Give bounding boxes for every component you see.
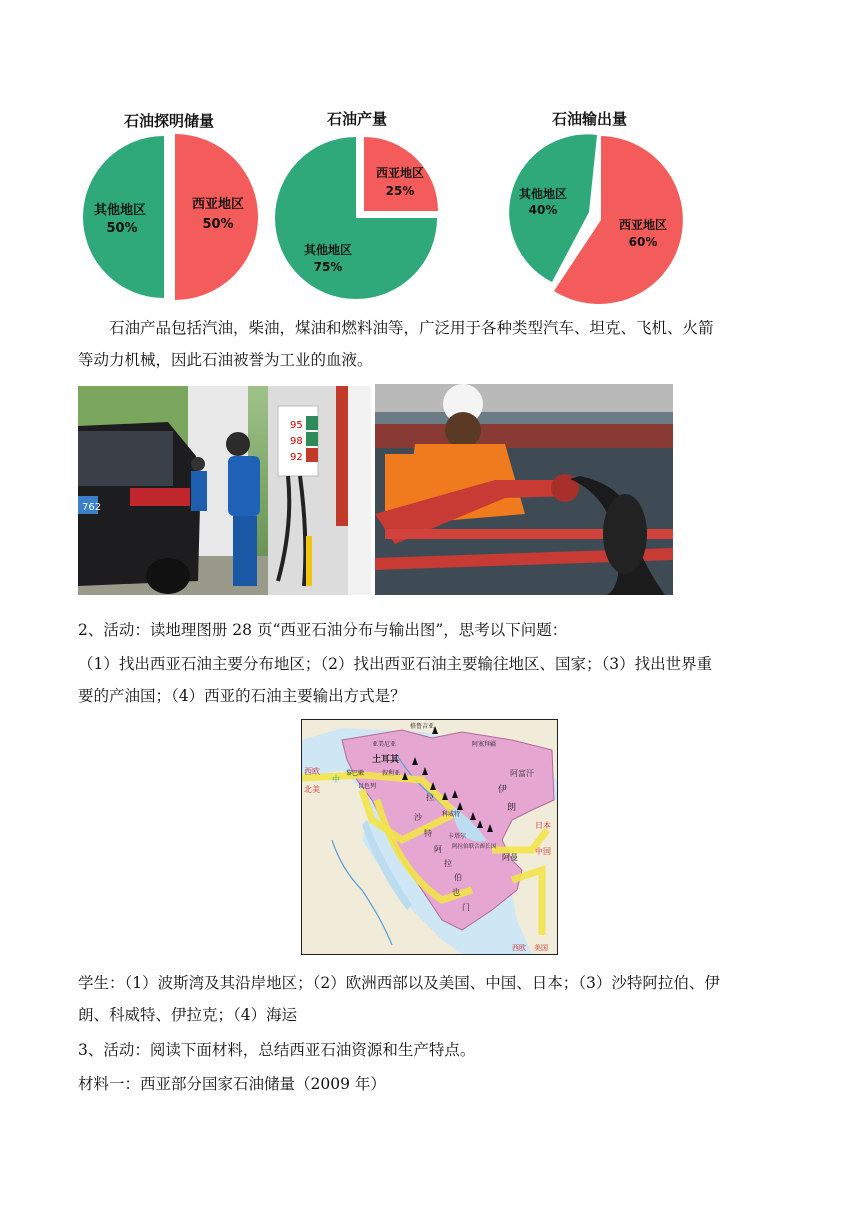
map-label: 阿 (434, 845, 442, 854)
map-label: 阿拉伯联合酋长国 (452, 844, 497, 850)
pie-title-exports: 石油输出量 (552, 110, 628, 128)
map-label: 阿富汗 (510, 769, 534, 778)
photo-oil-worker (375, 384, 673, 595)
pie-percent-other: 75% (313, 260, 343, 274)
activity-2-heading: 2、活动：读地理图册 28 页“西亚石油分布与输出图”，思考以下问题： (78, 621, 568, 639)
activity-2-questions (78, 648, 786, 712)
map-label: 格鲁吉亚 (410, 723, 435, 730)
map-label: 也 (452, 888, 460, 897)
map-illustration (302, 720, 557, 954)
pump-number-95: 95 (290, 420, 303, 431)
gas-station-illustration (78, 386, 371, 595)
plate-text: 762 (82, 502, 102, 513)
map-label: 阿塞拜疆 (472, 741, 497, 748)
map-label: 科威特 (442, 811, 461, 818)
map-label: 拉 (426, 793, 434, 802)
map-label: 阿曼 (502, 853, 518, 862)
pie-percent-west-asia: 60% (628, 235, 658, 249)
paragraph-line: 朗、科威特、伊拉克；（4）海运 (78, 1006, 298, 1024)
map-label: 西欧 (512, 944, 526, 952)
pie-label-other: 其他地区 (303, 243, 353, 257)
pie-title-reserves: 石油探明储量 (124, 112, 215, 130)
map-label: 日本 (535, 821, 551, 830)
paragraph-line: 石油产品包括汽油，柴油，煤油和燃料油等，广泛用于各种类型汽车、坦克、飞机、火箭 (109, 319, 714, 337)
pump-number-92: 92 (290, 452, 303, 463)
map-label: 拉 (444, 859, 452, 868)
map-label: 朗 (507, 803, 517, 813)
paragraph-line: 要的产油国；（4）西亚的石油主要输出方式是？ (78, 687, 406, 705)
map-label: 沙 (414, 813, 422, 822)
map-label: 中国 (535, 847, 551, 856)
paragraph-oil-products (78, 312, 786, 376)
oil-worker-illustration (375, 384, 673, 595)
map-label: 西欧 (304, 767, 320, 776)
map-label: 北美 (304, 785, 320, 794)
pie-chart-exports (503, 132, 693, 312)
map-label: 伯 (454, 873, 462, 882)
map-label: 亚美尼亚 (372, 741, 397, 748)
photo-gas-station (78, 386, 371, 595)
pie-title-production: 石油产量 (327, 110, 388, 128)
pie-label-other: 其他地区 (518, 187, 568, 201)
activity-3-heading: 3、活动：阅读下面材料，总结西亚石油资源和生产特点。 (78, 1041, 476, 1059)
pump-number-98: 98 (290, 436, 303, 447)
paragraph-line: 等动力机械，因此石油被誉为工业的血液。 (78, 351, 373, 369)
map-label: 土耳其 (372, 755, 400, 765)
paragraph-line: （1）找出西亚石油主要分布地区；（2）找出西亚石油主要输往地区、国家；（3）找出世界重 (78, 655, 713, 673)
pie-chart-production (270, 132, 450, 307)
map-label: 门 (462, 903, 470, 912)
material-1-heading: 材料一：西亚部分国家石油储量（2009 年） (78, 1075, 386, 1093)
paragraph-line: 学生：（1）波斯湾及其沿岸地区；（2）欧洲西部以及美国、中国、日本；（3）沙特阿拉伯、伊 (78, 974, 720, 992)
pie-percent-west-asia: 50% (202, 217, 234, 232)
pie-label-other: 其他地区 (93, 203, 147, 218)
pie-percent-other: 50% (106, 221, 138, 236)
map-label: 黎巴嫩 (346, 770, 365, 777)
pie-percent-other: 40% (528, 203, 558, 217)
pie-label-west-asia: 西亚地区 (618, 218, 668, 232)
map-label: 美国 (534, 944, 548, 952)
map-label: 叙利亚 (382, 770, 401, 777)
student-answer (78, 967, 786, 1031)
pie-percent-west-asia: 25% (385, 184, 415, 198)
map-label: 伊 (498, 785, 508, 795)
map-label: 中 (332, 775, 340, 784)
pie-chart-reserves (80, 130, 265, 305)
map-label: 特 (424, 829, 432, 838)
pie-label-west-asia: 西亚地区 (375, 166, 425, 180)
pie-label-west-asia: 西亚地区 (191, 197, 245, 212)
map-label: 卡塔尔 (448, 833, 467, 840)
map-label: 以色列 (358, 783, 377, 790)
map-west-asia-oil (301, 719, 558, 955)
